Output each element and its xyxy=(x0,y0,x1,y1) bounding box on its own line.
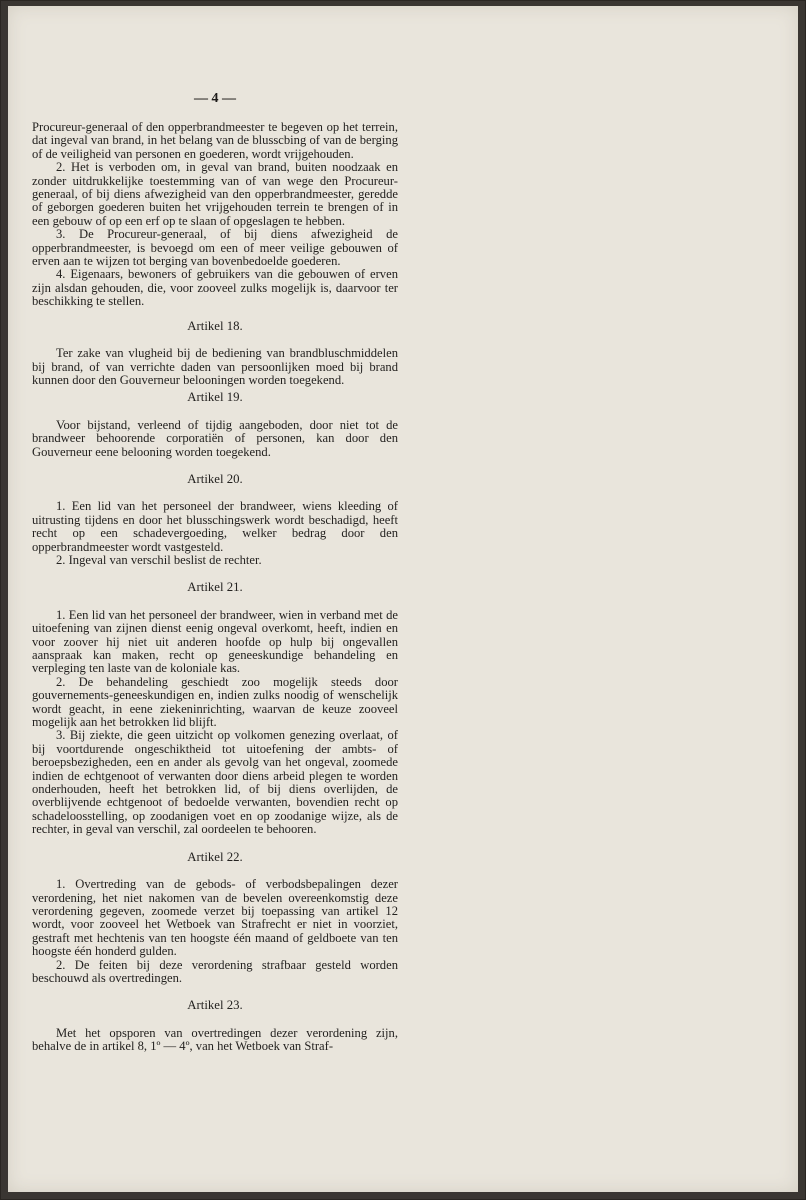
intro-section xyxy=(32,121,398,309)
intro-paragraph: 4. Eigenaars, bewoners of gebruikers van die gebouwen of erven zijn alsdan gehouden, die, voor zooveel zulks mogelijk is, daarvoor ter beschikking te stellen. xyxy=(32,267,398,309)
article-heading: Artikel 23. xyxy=(187,998,243,1013)
article-paragraph: Ter zake van vlugheid bij de bediening van brandbluschmiddelen bij brand, of van verrichte daden van persoonlijken moed bij brand kunnen door den Gouverneur belooningen worden toegekend. xyxy=(32,346,398,387)
intro-paragraph: 3. De Procureur-generaal, of bij diens afwezigheid de opperbrandmeester, is bevoegd om een of meer veilige gebouwen of erven aan te wijzen tot berging van bovenbedoelde goederen. xyxy=(32,227,398,269)
intro-paragraph: 2. Het is verboden om, in geval van brand, buiten noodzaak en zonder uitdrukkelijke toestemming van of van wege den Procureur-generaal, of bij diens afwezigheid van den opperbrandmeester, geredde of geborgen goederen buiten het vrijgehouden terrein te brengen of in een gebouw of op een erf op te slaan of opgeslagen te hebben. xyxy=(32,160,398,228)
article-paragraph: 2. Ingeval van verschil beslist de rechter. xyxy=(56,552,262,567)
article-paragraph: 1. Een lid van het personeel der brandweer, wiens kleeding of uitrusting tijdens en door het blusschingswerk wordt beschadigd, heeft recht op een schadevergoeding, welker bedrag door den opperbrandmeester wordt vastgesteld. xyxy=(32,499,398,554)
article-paragraph: Voor bijstand, verleend of tijdig aangeboden, door niet tot de brandweer behoorende corporatiën of personen, kan door den Gouverneur eene belooning worden toegekend. xyxy=(32,417,398,459)
article-paragraph: 1. Een lid van het personeel der brandweer, wien in verband met de uitoefening van zijnen dienst eenig ongeval overkomt, heeft, indien en voor zoover hij niet uit anderen hoofde op hulp bij ongevallen aanspraak kan maken, recht op geneeskundige behandeling en verpleging ten laste van de koloniale kas. xyxy=(32,607,398,676)
article-paragraph: Met het opsporen van overtredingen dezer verordening zijn, behalve de in artikel 8, 1º — 4º, van het Wetboek van Straf- xyxy=(32,1025,398,1054)
article-18 xyxy=(32,320,398,388)
article-heading: Artikel 22. xyxy=(187,849,243,864)
article-21 xyxy=(32,581,398,836)
article-paragraph: 2. De behandeling geschiedt zoo mogelijk steeds door gouvernements-geneeskundigen en, indien zulks noodig of wenschelijk wordt geacht, in eene ziekeninrichting, waarvan de keuze zooveel mogelijk aan het betrokken lid blijft. xyxy=(32,674,398,730)
article-20 xyxy=(32,473,398,567)
document-body xyxy=(32,121,398,1054)
article-heading: Artikel 18. xyxy=(187,318,243,333)
article-paragraph: 3. Bij ziekte, die geen uitzicht op volkomen genezing overlaat, of bij voortdurende ongeschiktheid tot uitoefening der ambts- of beroepsbezigheden, een en ander als gevolg van het ongeval, zoomede indien de echtgenoot of verwanten door diens arbeid plegen te worden onderhouden, heeft het betrokken lid, of bij diens overlijden, de overblijvende echtgenoot of bedoelde verwanten, bovendien recht op schadeloosstelling, op zoodanigen voet en op zoodanige wijze, als de rechter, in geval van verschil, zal oordeelen te behooren. xyxy=(32,728,398,837)
article-paragraph: 1. Overtreding van de gebods- of verbodsbepalingen dezer verordening, het niet nakomen van de bevelen overeenkomstig deze verordening gegeven, zoomede verzet bij toepassing van artikel 12 wordt, voor zooveel het Wetboek van Strafrecht er niet in voorziet, gestraft met hechtenis van ten hoogste één maand of geldboete van ten hoogste één honderd gulden. xyxy=(32,877,398,959)
article-23 xyxy=(32,999,398,1053)
article-heading: Artikel 21. xyxy=(187,580,243,595)
page-number: — 4 — xyxy=(194,91,236,106)
article-22 xyxy=(32,851,398,986)
intro-paragraph: Procureur-generaal of den opperbrandmeester te begeven op het terrein, dat ingeval van brand, in het belang van de blusscbing of van de berging of de veiligheid van personen en goederen, wordt vrijgehouden. xyxy=(32,120,398,161)
article-heading: Artikel 20. xyxy=(187,471,243,486)
article-19 xyxy=(32,391,398,459)
article-paragraph: 2. De feiten bij deze verordening strafbaar gesteld worden beschouwd als overtredingen. xyxy=(32,957,398,985)
article-heading: Artikel 19. xyxy=(187,390,243,405)
